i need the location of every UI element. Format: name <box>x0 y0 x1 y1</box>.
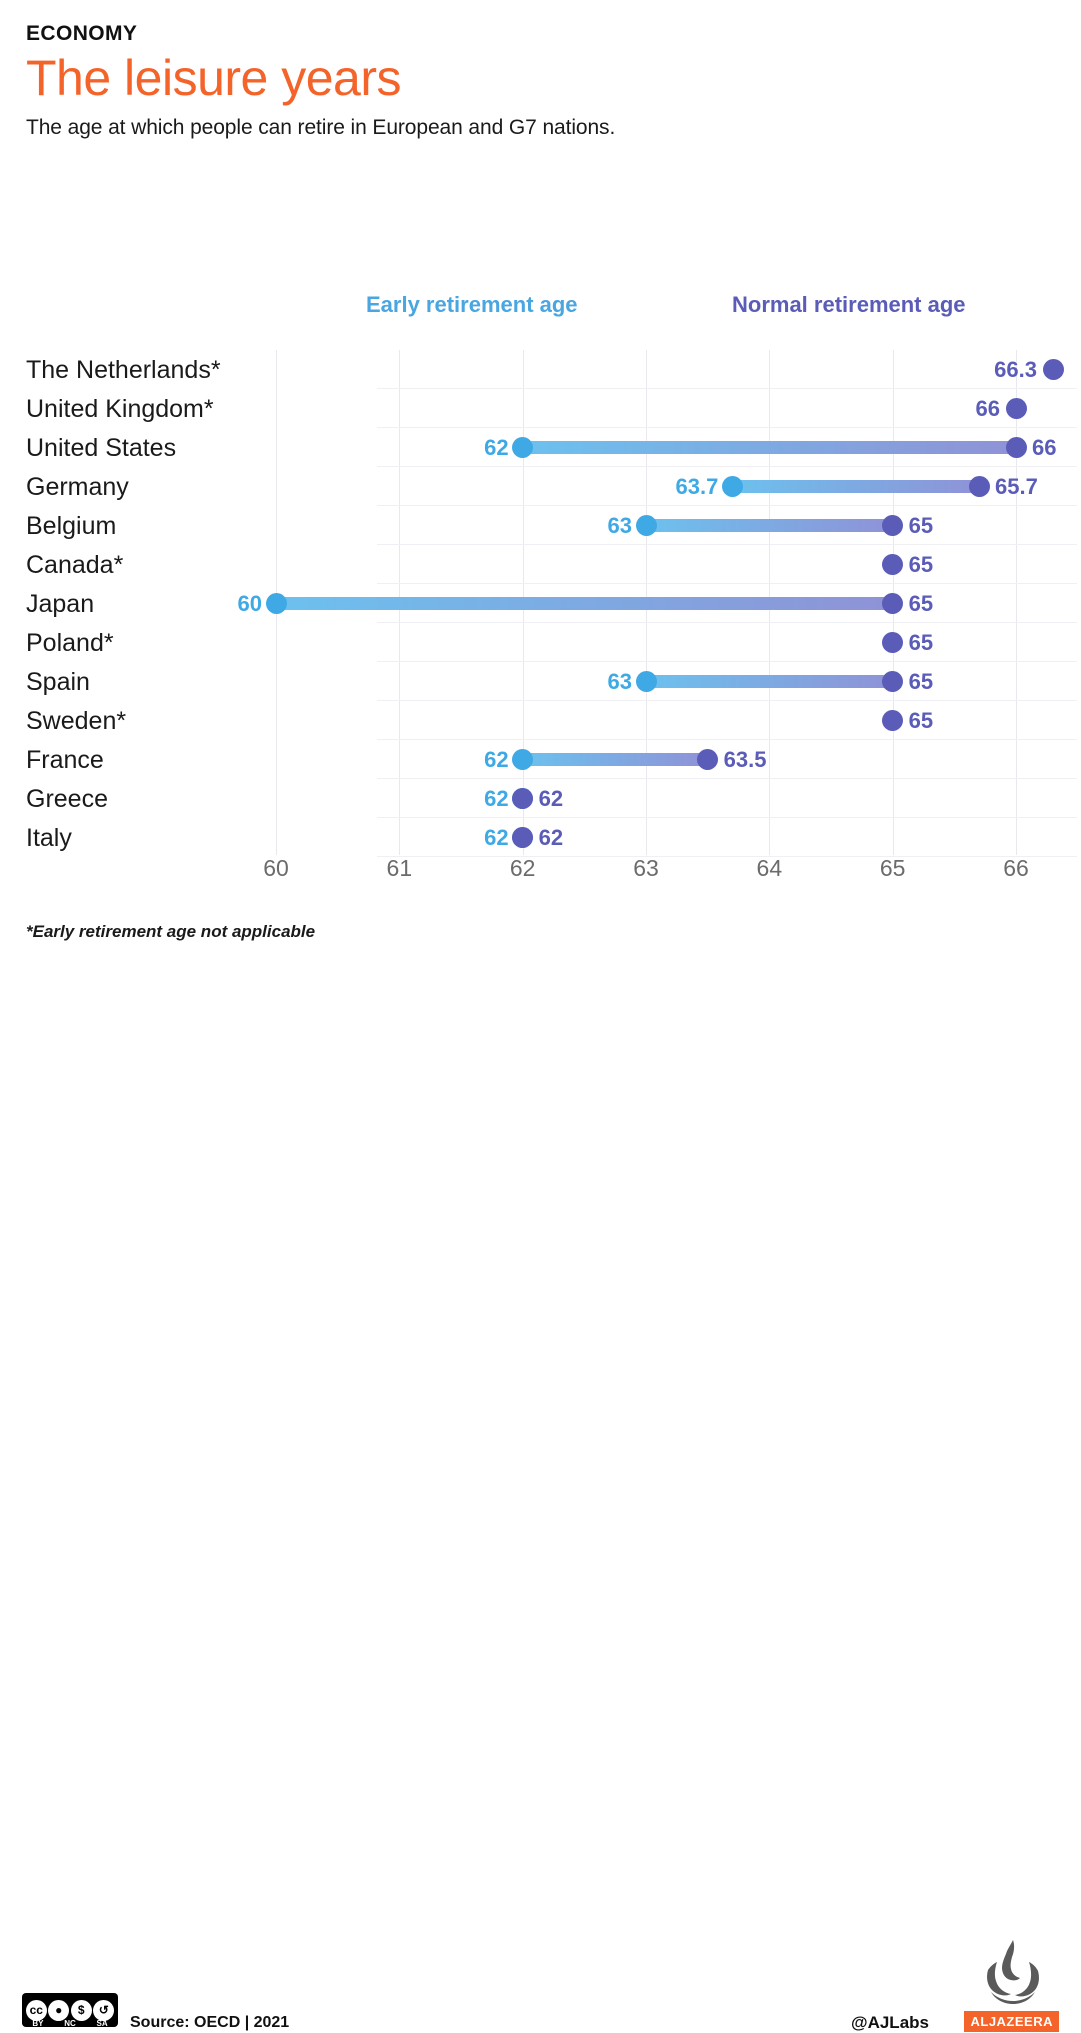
early-retirement-value: 62 <box>484 825 509 850</box>
aljazeera-wordmark: ALJAZEERA <box>964 2011 1059 2032</box>
chart-row <box>0 662 1081 701</box>
country-label: France <box>26 746 104 774</box>
normal-retirement-value: 65 <box>908 591 934 616</box>
range-bar <box>732 480 979 493</box>
normal-retirement-value: 66.3 <box>994 357 1037 382</box>
country-label: Spain <box>26 668 90 696</box>
chart-footer <box>0 971 1081 2032</box>
normal-retirement-dot[interactable] <box>882 554 903 575</box>
cc-mark-sa: SA <box>96 2019 108 2028</box>
chart-row <box>0 818 1081 857</box>
early-retirement-value: 62 <box>484 435 509 460</box>
early-retirement-dot[interactable] <box>512 749 533 770</box>
normal-retirement-value: 65 <box>908 669 934 694</box>
legend-item-normal-retirement: Normal retirement age <box>732 292 966 317</box>
x-axis-tick-label: 66 <box>1003 855 1029 881</box>
early-retirement-value: 62 <box>484 747 509 772</box>
early-retirement-value: 63.7 <box>675 474 719 499</box>
creative-commons-icon: cc ● $ ↺ <box>22 1993 118 2027</box>
plot-area <box>0 350 1081 855</box>
early-retirement-dot[interactable] <box>266 593 287 614</box>
normal-retirement-value: 62 <box>538 786 564 811</box>
normal-retirement-value: 66 <box>975 396 1000 421</box>
early-retirement-value: 63 <box>607 669 632 694</box>
early-retirement-value: 62 <box>484 786 509 811</box>
normal-retirement-dot[interactable] <box>882 710 903 731</box>
chart-row <box>0 701 1081 740</box>
dumbbell-chart <box>0 350 1081 860</box>
normal-retirement-value: 65 <box>908 552 934 577</box>
normal-retirement-dot[interactable] <box>512 827 533 848</box>
range-bar <box>523 753 708 766</box>
chart-row <box>0 623 1081 662</box>
chart-row <box>0 545 1081 584</box>
country-label: United Kingdom* <box>26 395 214 423</box>
normal-retirement-value: 65.7 <box>995 474 1038 499</box>
country-label: United States <box>26 434 177 462</box>
normal-retirement-value: 62 <box>538 825 564 850</box>
normal-retirement-dot[interactable] <box>697 749 718 770</box>
early-retirement-value: 63 <box>607 513 632 538</box>
country-label: Italy <box>26 824 72 852</box>
chart-row <box>0 389 1081 428</box>
early-retirement-value: 60 <box>237 591 262 616</box>
country-label: Sweden* <box>26 707 127 735</box>
footnote: *Early retirement age not applicable <box>26 922 316 941</box>
source-label: Source: OECD | 2021 <box>130 2014 290 2031</box>
normal-retirement-dot[interactable] <box>1006 437 1027 458</box>
x-axis-tick-label: 63 <box>633 855 659 881</box>
page-subtitle: The age at which people can retire in European and G7 nations. <box>26 116 616 139</box>
normal-retirement-value: 65 <box>908 708 934 733</box>
x-axis-tick-label: 61 <box>386 855 413 881</box>
early-retirement-dot[interactable] <box>636 515 657 536</box>
chart-legend <box>0 292 1081 326</box>
normal-retirement-value: 65 <box>908 630 934 655</box>
normal-retirement-dot[interactable] <box>882 632 903 653</box>
x-axis-tick-label: 64 <box>756 855 783 881</box>
range-bar <box>523 441 1016 454</box>
cc-mark-nc: NC <box>64 2019 76 2028</box>
chart-row <box>0 467 1081 506</box>
legend-item-early-retirement: Early retirement age <box>366 292 578 317</box>
normal-retirement-dot[interactable] <box>1006 398 1027 419</box>
country-label: Poland* <box>26 629 114 657</box>
early-retirement-dot[interactable] <box>512 437 533 458</box>
country-label: Greece <box>26 785 108 813</box>
country-label: Germany <box>26 473 129 501</box>
ajlabs-handle: @AJLabs <box>851 2013 929 2032</box>
normal-retirement-value: 63.5 <box>723 747 767 772</box>
x-axis-tick-label: 60 <box>263 855 289 881</box>
x-axis-tick-label: 65 <box>879 855 906 881</box>
country-label: The Netherlands* <box>26 356 221 384</box>
country-label: Canada* <box>26 551 124 579</box>
chart-row <box>0 779 1081 818</box>
normal-retirement-value: 66 <box>1032 435 1057 460</box>
chart-row <box>0 740 1081 779</box>
normal-retirement-dot[interactable] <box>882 671 903 692</box>
normal-retirement-dot[interactable] <box>882 593 903 614</box>
page-title: The leisure years <box>26 50 401 106</box>
kicker-label: ECONOMY <box>26 22 138 45</box>
early-retirement-dot[interactable] <box>636 671 657 692</box>
normal-retirement-dot[interactable] <box>512 788 533 809</box>
chart-row <box>0 428 1081 467</box>
range-bar <box>646 675 893 688</box>
chart-row <box>0 350 1081 389</box>
normal-retirement-dot[interactable] <box>882 515 903 536</box>
aljazeera-logo-icon <box>977 1936 1049 2004</box>
country-label: Japan <box>26 590 95 618</box>
chart-row <box>0 506 1081 545</box>
early-retirement-dot[interactable] <box>722 476 743 497</box>
normal-retirement-dot[interactable] <box>969 476 990 497</box>
creative-commons-marks <box>22 2019 118 2028</box>
cc-mark-by: BY <box>32 2019 44 2028</box>
range-bar <box>276 597 893 610</box>
country-label: Belgium <box>26 512 117 540</box>
range-bar <box>646 519 893 532</box>
chart-header <box>26 22 1046 140</box>
normal-retirement-value: 65 <box>908 513 934 538</box>
x-axis <box>0 855 1081 895</box>
chart-row <box>0 584 1081 623</box>
x-axis-tick-label: 62 <box>509 855 536 881</box>
normal-retirement-dot[interactable] <box>1043 359 1064 380</box>
